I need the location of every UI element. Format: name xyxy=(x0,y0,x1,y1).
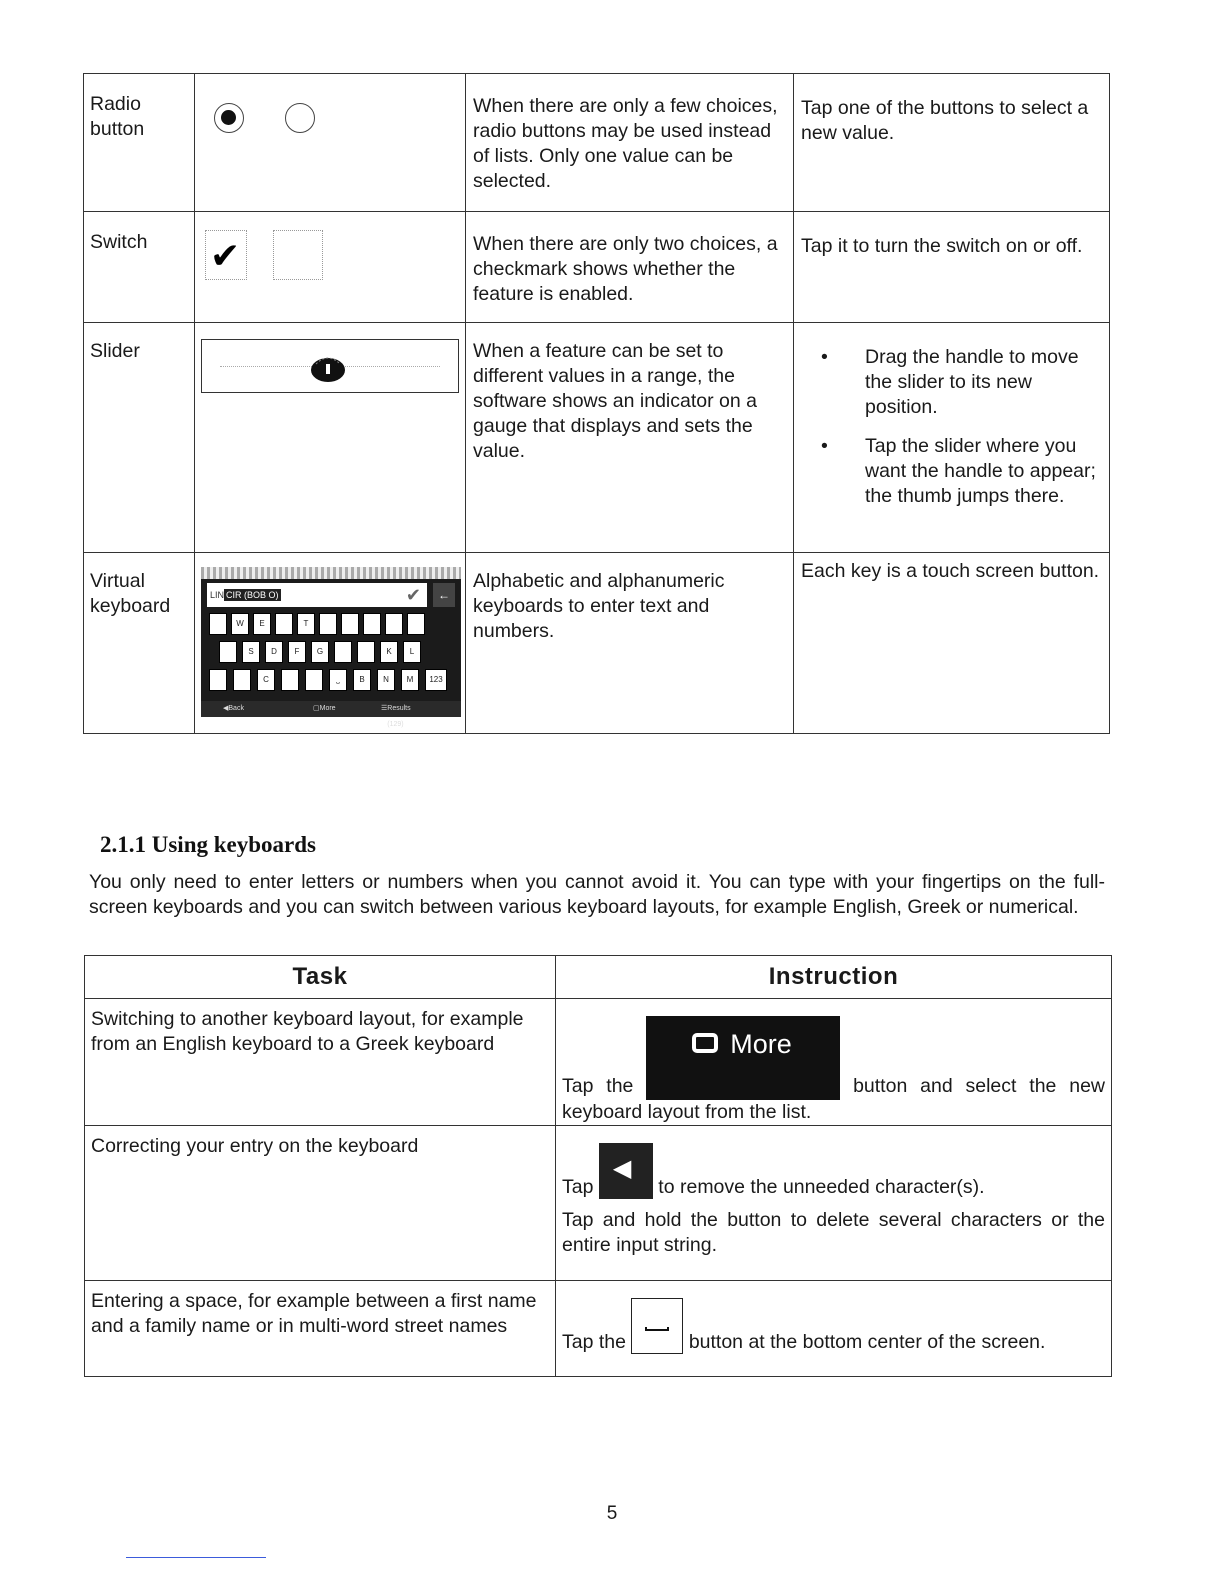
keyboard-key xyxy=(281,669,299,691)
keyboard-input-field: LIN CIR (BOB O) ✔ xyxy=(207,583,427,607)
control-description: When there are only two choices, a checkmark shows whether the feature is enabled. xyxy=(466,212,794,323)
keyboard-key: B xyxy=(353,669,371,691)
backspace-icon: ← xyxy=(433,583,455,607)
instruction-cell: Tap ◀ to remove the unneeded character(s). Tap and hold the button to delete several characters or the entire input string. xyxy=(556,1126,1112,1281)
list-item: • Drag the handle to move the slider to its new position. xyxy=(821,346,1079,418)
table-header-row xyxy=(85,956,1112,999)
keyboard-key: D xyxy=(265,641,283,663)
keyboard-key xyxy=(305,669,323,691)
more-icon xyxy=(692,1033,718,1053)
space-icon xyxy=(645,1327,669,1331)
keyboard-key xyxy=(319,613,337,635)
switch-sample xyxy=(195,212,466,323)
control-description: When there are only a few choices, radio buttons may be used instead of lists. Only one value can be selected. xyxy=(466,74,794,212)
table-row xyxy=(84,323,1110,553)
table-row xyxy=(85,1281,1112,1377)
task-table xyxy=(84,955,1112,1377)
control-description: Alphabetic and alphanumeric keyboards to enter text and numbers. xyxy=(466,553,794,734)
header-task: Task xyxy=(85,956,556,999)
control-description: When a feature can be set to different values in a range, the software shows an indicator on a gauge that displays and sets the value. xyxy=(466,323,794,553)
keyboard-key xyxy=(233,669,251,691)
table-row xyxy=(85,999,1112,1126)
keyboard-key: K xyxy=(380,641,398,663)
keyboard-key xyxy=(334,641,352,663)
header-instruction: Instruction xyxy=(556,956,1112,999)
section-intro: You only need to enter letters or numbers when you cannot avoid it. You can type with your fingertips on the full-screen keyboards and you can switch between various keyboard layouts, for example English, Greek or numerical. xyxy=(89,871,1105,918)
control-action: Each key is a touch screen button. xyxy=(794,553,1110,734)
back-arrow-icon: ◀ xyxy=(612,1155,632,1182)
instruction-cell: Tap the button at the bottom center of the screen. xyxy=(556,1281,1112,1377)
keyboard-image xyxy=(201,567,461,728)
keyboard-key: C xyxy=(257,669,275,691)
controls-table xyxy=(83,73,1110,734)
task-text: Correcting your entry on the keyboard xyxy=(85,1126,556,1281)
control-name: Virtual keyboard xyxy=(84,553,195,734)
keyboard-key: T xyxy=(297,613,315,635)
backspace-button-image xyxy=(599,1143,653,1199)
section-heading: 2.1.1 Using keyboards xyxy=(100,832,316,857)
list-item: • Tap the slider where you want the handle to appear; the thumb jumps there. xyxy=(821,435,1096,507)
control-actions xyxy=(794,323,1110,553)
slider-track xyxy=(201,339,459,393)
keyboard-key: W xyxy=(231,613,249,635)
instruction-extra: Tap and hold the button to delete several characters or the entire input string. xyxy=(562,1209,1105,1256)
task-text: Entering a space, for example between a first name and a family name or in multi-word street names xyxy=(85,1281,556,1377)
keyboard-key xyxy=(357,641,375,663)
keyboard-key: 123 xyxy=(425,669,447,691)
more-button-image: More xyxy=(646,1016,840,1100)
control-name: Switch xyxy=(84,212,195,323)
control-name: Slider xyxy=(84,323,195,553)
keyboard-key xyxy=(407,613,425,635)
control-name: Radio button xyxy=(84,74,195,212)
slider-sample xyxy=(195,323,466,553)
confirm-check-icon: ✔ xyxy=(405,585,421,605)
keyboard-key: E xyxy=(253,613,271,635)
table-row xyxy=(85,1126,1112,1281)
keyboard-key xyxy=(341,613,359,635)
table-row xyxy=(84,212,1110,323)
keyboard-key: G xyxy=(311,641,329,663)
keyboard-key: L xyxy=(403,641,421,663)
checkbox-unchecked-icon xyxy=(273,230,323,280)
keyboard-key xyxy=(275,613,293,635)
keyboard-key xyxy=(209,669,227,691)
control-action: Tap one of the buttons to select a new value. xyxy=(794,74,1110,212)
instruction-cell: Tap the More button and select the new keyboard layout from the list. xyxy=(556,999,1112,1126)
page-number: 5 xyxy=(606,1503,618,1524)
keyboard-key: ⎵ xyxy=(329,669,347,691)
checkbox-checked-icon: ✔ xyxy=(205,230,247,280)
table-row xyxy=(84,74,1110,212)
table-row xyxy=(84,553,1110,734)
keyboard-key: M xyxy=(401,669,419,691)
keyboard-key xyxy=(209,613,227,635)
radio-sample xyxy=(195,74,466,212)
slider-thumb-icon xyxy=(308,350,348,384)
keyboard-key xyxy=(219,641,237,663)
task-text: Switching to another keyboard layout, for example from an English keyboard to a Greek keyboard xyxy=(85,999,556,1126)
radio-unselected-icon xyxy=(285,103,315,133)
keyboard-sample xyxy=(195,553,466,734)
space-button-image xyxy=(631,1298,683,1354)
keyboard-key xyxy=(385,613,403,635)
keyboard-key: N xyxy=(377,669,395,691)
keyboard-key xyxy=(363,613,381,635)
keyboard-key: F xyxy=(288,641,306,663)
control-action: Tap it to turn the switch on or off. xyxy=(794,212,1110,323)
radio-selected-icon xyxy=(214,103,244,133)
keyboard-bottom-bar: ◀ Back ▢ More ☰ Results (129) xyxy=(201,701,461,717)
footnote-separator xyxy=(126,1557,266,1558)
keyboard-key: S xyxy=(242,641,260,663)
